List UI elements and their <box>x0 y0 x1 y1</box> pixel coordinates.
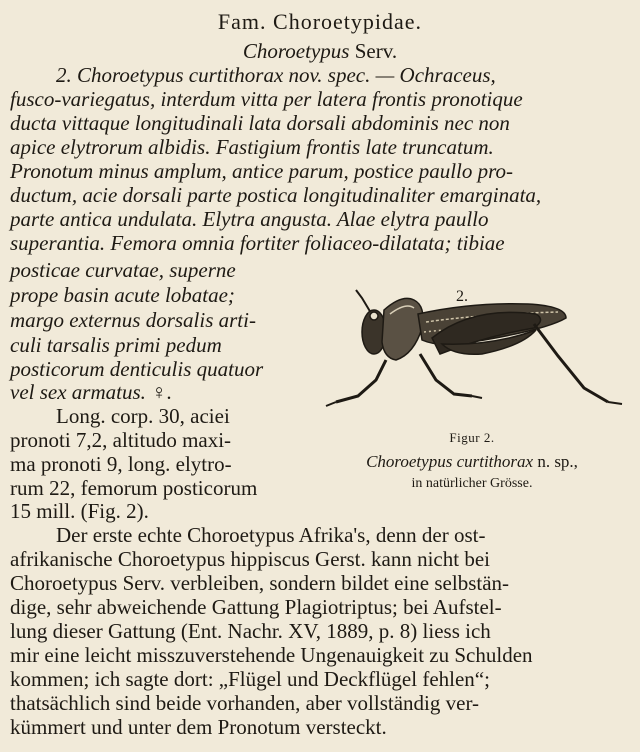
figure-label: Figur 2. <box>449 430 495 445</box>
description-line: ductum, acie dorsali parte postica longitudinaliter emarginata, <box>10 183 542 207</box>
description-line: 2. Choroetypus curtithorax nov. spec. — Ochraceus, <box>56 63 496 87</box>
left-column-line: culi tarsalis primi pedum <box>10 333 222 357</box>
closing-line: afrikanische Choroetypus hippiscus Gerst. kann nicht bei <box>10 547 490 571</box>
caption-suffix: n. sp., <box>537 452 578 471</box>
closing-line: kommen; ich sagte dort: „Flügel und Deckflügel fehlen“; <box>10 667 490 691</box>
closing-line: lung dieser Gattung (Ent. Nachr. XV, 1889, p. 8) liess ich <box>10 619 491 643</box>
measurement-line: Long. corp. 30, aciei <box>56 404 230 428</box>
genus-author: Serv. <box>354 39 398 63</box>
closing-line: thatsächlich sind beide vorhanden, aber vollständig ver- <box>10 691 480 715</box>
description-line: apice elytrorum albidis. Fastigium frontis late truncatum. <box>10 135 494 159</box>
figure-caption <box>322 452 622 472</box>
measurement-line: rum 22, femorum posticorum <box>10 476 258 500</box>
figure-2 <box>322 284 640 504</box>
left-column-line: posticorum denticulis quatuor <box>10 357 264 381</box>
closing-line: Choroetypus Serv. verbleiben, sondern bildet eine selbstän- <box>10 571 510 595</box>
family-heading: Fam. Choroetypidae. <box>217 9 423 34</box>
caption-species: Choroetypus curtithorax <box>366 452 534 471</box>
description-line: superantia. Femora omnia fortiter foliaceo-dilatata; tibiae <box>10 231 505 255</box>
closing-line: kümmert und unter dem Pronotum versteckt. <box>10 715 387 739</box>
measurement-line: ma pronoti 9, long. elytro- <box>10 452 232 476</box>
figure-number: 2. <box>456 288 468 305</box>
description-line: parte antica undulata. Elytra angusta. Alae elytra paullo <box>10 207 489 231</box>
left-column-line: prope basin acute lobatae; <box>10 283 235 307</box>
left-column-line: posticae curvatae, superne <box>10 258 236 282</box>
closing-line: Der erste echte Choroetypus Afrika's, denn der ost- <box>56 523 486 547</box>
closing-line: mir eine leicht misszuverstehende Ungenauigkeit zu Schulden <box>10 643 533 667</box>
genus-heading <box>0 39 640 63</box>
left-column-line: margo externus dorsalis arti- <box>10 308 256 332</box>
measurement-line: pronoti 7,2, altitudo maxi- <box>10 428 232 452</box>
closing-line: dige, sehr abweichende Gattung Plagiotriptus; bei Aufstel- <box>10 595 502 619</box>
figure-scale-note: in natürlicher Grösse. <box>411 476 533 491</box>
genus-name: Choroetypus <box>242 39 350 63</box>
grasshopper-illustration <box>322 284 632 424</box>
description-line: Pronotum minus amplum, antice parum, postice paullo pro- <box>10 159 513 183</box>
description-line: ducta vittaque longitudinali lata dorsali abdominis nec non <box>10 111 510 135</box>
description-line: fusco-variegatus, interdum vitta per latera frontis pronotique <box>10 87 523 111</box>
measurement-line: 15 mill. (Fig. 2). <box>10 499 149 523</box>
left-column-line: vel sex armatus. ♀. <box>10 380 173 404</box>
